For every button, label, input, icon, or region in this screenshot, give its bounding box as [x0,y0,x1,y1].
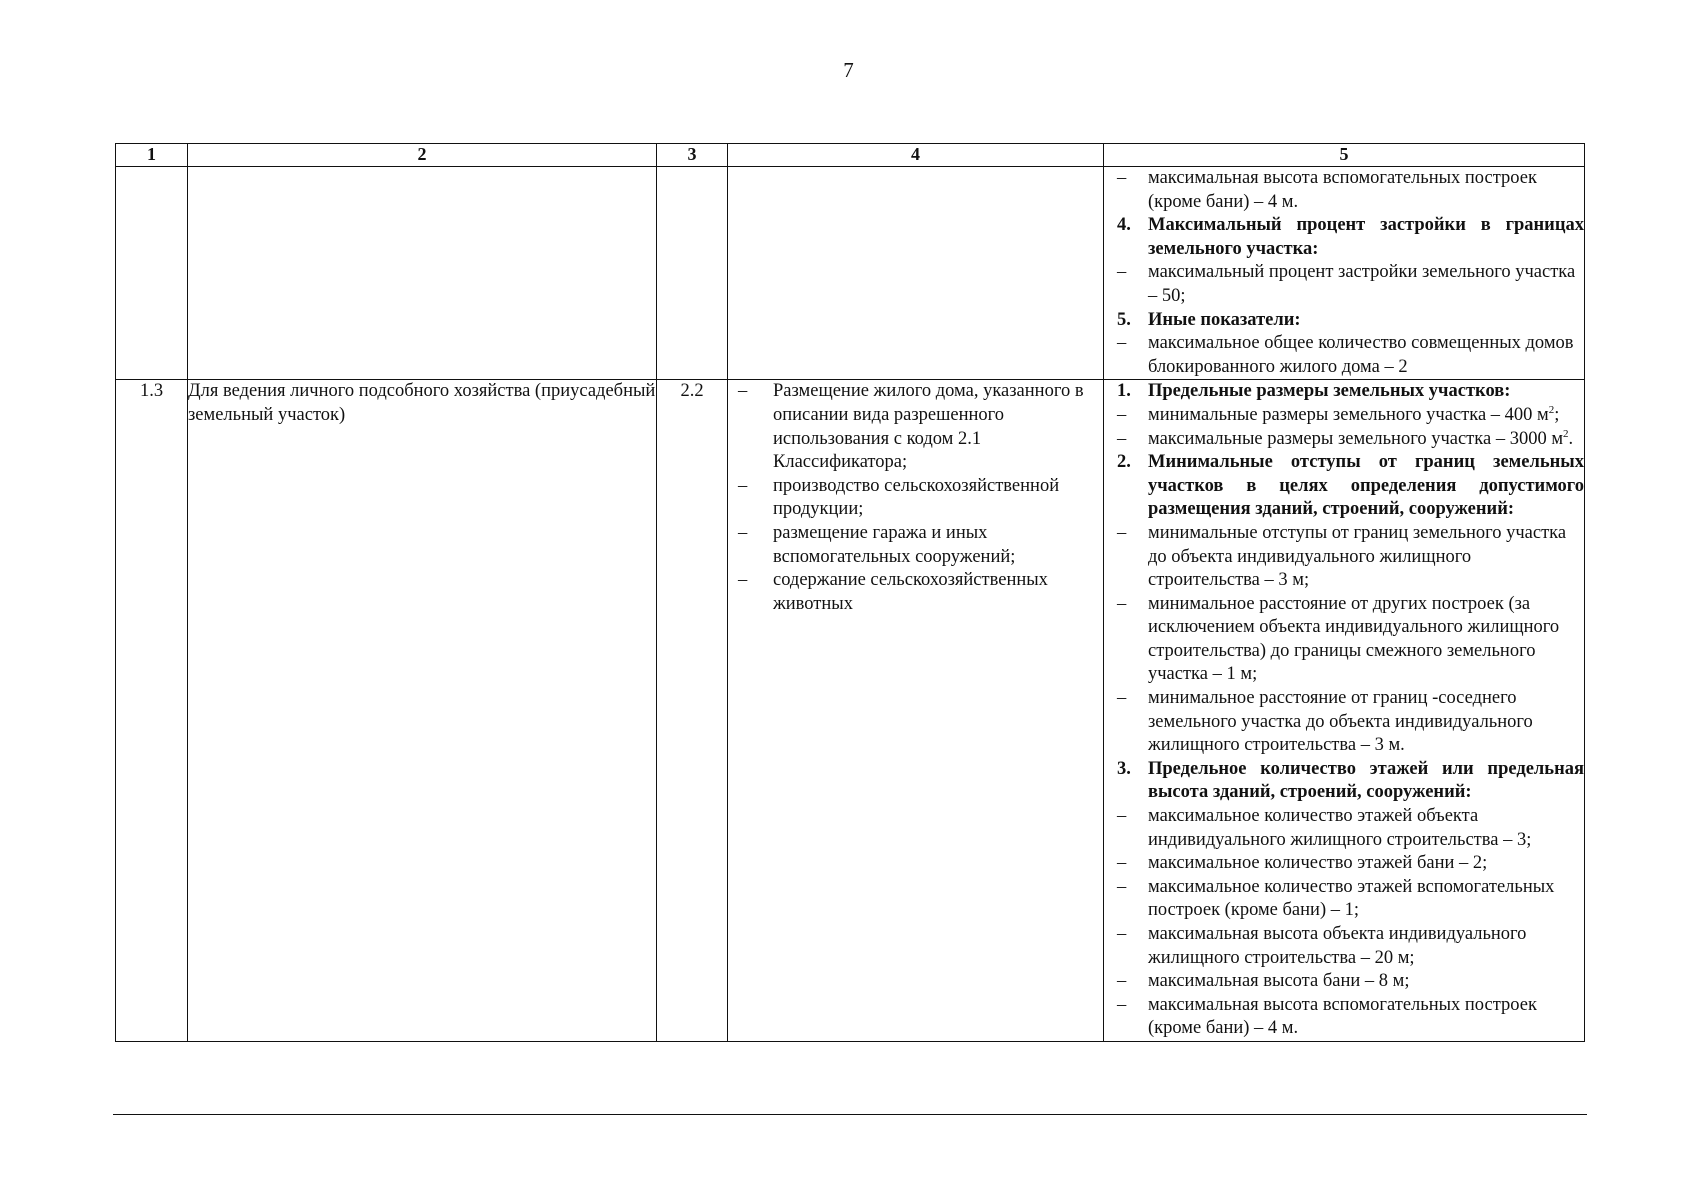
list-item-text [1148,687,1584,758]
list-item-text [773,522,1103,569]
regulations-table [115,143,1585,1042]
list-item-text [1148,852,1584,876]
list-item-text [773,475,1103,522]
section-number: 5. [1117,309,1131,330]
list-marker: – [1117,924,1127,944]
use-description [728,380,1104,1042]
list-item-text [773,380,1103,474]
section-heading [1104,214,1584,261]
item-text: минимальное расстояние от других построек (за исключением объекта индивидуального жилищного строительства) до границы смежного земельного участка – 1 м; [1148,593,1560,685]
list-item-text [1148,522,1584,593]
list-item [1104,261,1584,308]
section-heading [1104,451,1584,522]
item-text: минимальные отступы от границ земельного участка до объекта индивидуального жилищного строительства – 3 м; [1148,522,1567,591]
column-header-2: 2 [188,144,657,167]
list-marker: – [1117,971,1127,992]
list-item [1104,852,1584,876]
punctuation: . [1568,428,1574,449]
list-item [1104,994,1584,1041]
item-text: Предельные размеры земельных участков: [1148,381,1511,402]
list-item-text [1148,876,1584,923]
list-marker: – [738,475,748,496]
item-text: размещение гаража и иных вспомогательных сооружений; [773,522,1016,567]
item-text: максимальная высота бани – 8 м; [1148,971,1410,992]
item-text: максимальное количество этажей бани – 2; [1148,853,1488,874]
list-item [728,569,1103,616]
section-heading-text [1148,380,1584,404]
section-heading [1104,758,1584,805]
section-heading [1104,380,1584,404]
list-item [1104,593,1584,687]
item-text: Размещение жилого дома, указанного в описании вида разрешенного использования с кодом 2.1 Классификатора; [773,381,1084,473]
bottom-rule [113,1114,1587,1115]
table-row [116,380,1585,1042]
superscript: 2 [1548,403,1555,416]
section-number: 2. [1117,452,1131,473]
section-number: 1. [1117,381,1131,402]
list-marker: – [1117,428,1127,449]
list-item [728,380,1103,474]
list-item [1104,404,1584,428]
cell-empty [657,167,728,380]
classifier-code: 2.2 [657,380,728,1042]
item-text: содержание сельскохозяйственных животных [773,570,1048,614]
list-item-text [1148,593,1584,687]
list-marker: – [1117,806,1127,827]
list-item-text [1148,923,1584,970]
column-header-3: 3 [657,144,728,167]
list-item-text [1148,994,1584,1041]
list-marker: – [1117,262,1127,283]
list-item-text [1148,332,1584,379]
superscript: 2 [1563,427,1569,440]
cell-empty [116,167,188,380]
list-marker: – [1117,994,1127,1015]
item-text: максимальное общее количество совмещенных домов блокированного жилого дома – 2 [1148,333,1574,377]
section-number: 3. [1117,758,1131,779]
item-text: максимальные размеры земельного участка – 3000 м [1148,428,1564,449]
item-text: Максимальный процент застройки в границах земельного участка: [1148,215,1584,259]
section-heading [1104,309,1584,333]
list-item [1104,687,1584,758]
column-header-4: 4 [728,144,1104,167]
item-text: максимальная высота вспомогательных построек (кроме бани) – 4 м. [1148,994,1537,1039]
section-heading-text [1148,758,1584,805]
item-text: Минимальные отступы от границ земельных участков в целях определения допустимого размещения зданий, строений, сооружений: [1148,452,1584,520]
item-text: максимальное количество этажей вспомогательных построек (кроме бани) – 1; [1148,876,1555,921]
list-marker: – [1117,404,1127,425]
list-item [1104,970,1584,994]
list-item-text [1148,428,1584,452]
section-heading-text [1148,214,1584,261]
list-item [1104,167,1584,214]
list-marker: – [1117,688,1127,709]
list-marker: – [1117,876,1127,897]
cell-empty [188,167,657,380]
list-marker: – [1117,522,1127,543]
item-text: Иные показатели: [1148,309,1301,330]
item-text: максимальная высота объекта индивидуального жилищного строительства – 20 м; [1148,924,1527,968]
table-header-row [116,144,1585,167]
list-marker: – [1117,593,1127,614]
list-marker: – [738,381,748,402]
list-marker: – [738,522,748,543]
row-number: 1.3 [116,380,188,1042]
list-item [728,522,1103,569]
page-number: 7 [843,58,854,82]
item-text: Предельное количество этажей или предельная высота зданий, строений, сооружений: [1148,758,1584,803]
list-marker: – [1117,333,1127,354]
item-text: максимальная высота вспомогательных построек (кроме бани) – 4 м. [1148,168,1537,212]
cell-parameters-continued [1104,167,1585,380]
list-item [728,475,1103,522]
list-item-text [1148,970,1584,994]
list-marker: – [738,570,748,591]
list-item-text [1148,261,1584,308]
list-marker: – [1117,853,1127,874]
item-text: минимальные размеры земельного участка – 400 м [1148,404,1549,425]
item-text: минимальное расстояние от границ -соседнего земельного участка до объекта индивидуального жилищного строительства – 3 м. [1148,688,1533,756]
parameters-list [1104,380,1585,1042]
column-header-1: 1 [116,144,188,167]
list-marker: – [1117,168,1127,188]
list-item [1104,876,1584,923]
list-item-text [773,569,1103,616]
list-item-text [1148,167,1584,214]
list-item-text [1148,404,1584,428]
list-item-text [1148,805,1584,852]
list-item [1104,332,1584,379]
list-item [1104,428,1584,452]
section-heading-text [1148,309,1584,333]
section-heading-text [1148,451,1584,522]
cell-empty [728,167,1104,380]
punctuation: ; [1554,404,1560,425]
table-row-continuation [116,167,1585,380]
list-item [1104,923,1584,970]
item-text: производство сельскохозяйственной продукции; [773,475,1060,520]
list-item [1104,522,1584,593]
land-use-name: Для ведения личного подсобного хозяйства (приусадебный земельный участок) [188,380,657,1042]
list-item [1104,805,1584,852]
item-text: максимальное количество этажей объекта индивидуального жилищного строительства – 3; [1148,806,1532,850]
item-text: максимальный процент застройки земельного участка – 50; [1148,262,1576,306]
column-header-5: 5 [1104,144,1585,167]
section-number: 4. [1117,215,1131,236]
